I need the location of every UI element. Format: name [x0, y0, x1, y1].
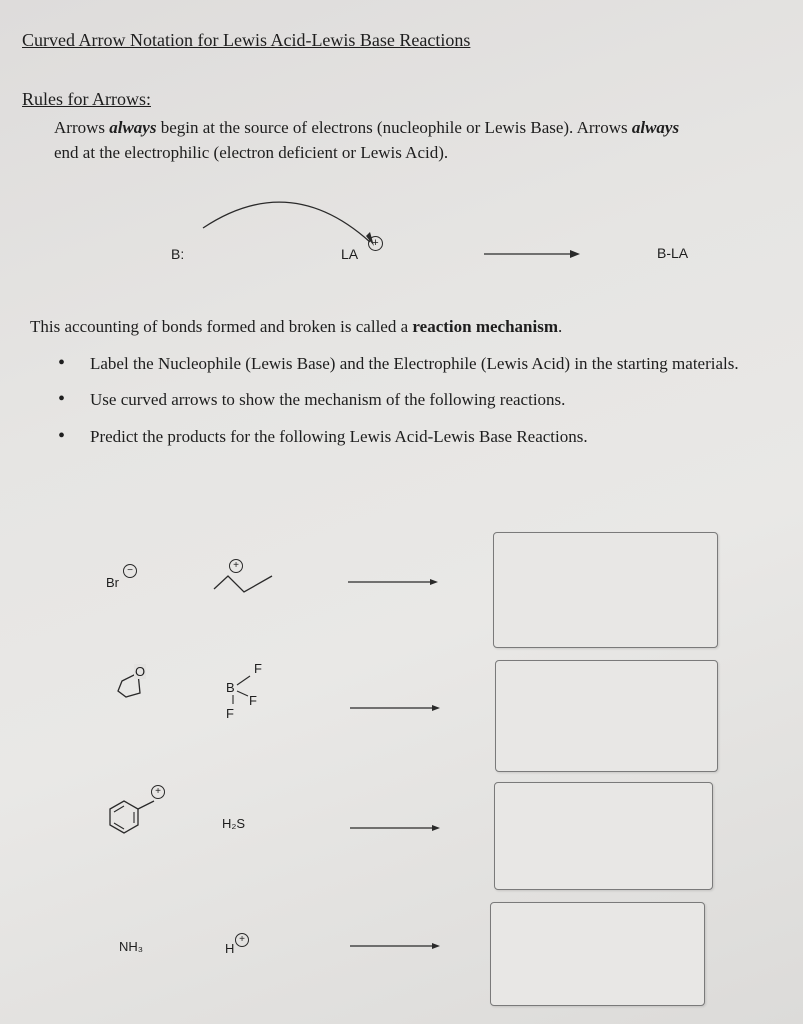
example-product: B-LA	[657, 245, 689, 261]
reaction-arrow	[350, 941, 450, 951]
answer-box[interactable]	[490, 902, 705, 1006]
mechanism-text: This accounting of bonds formed and broken is called a	[30, 317, 413, 336]
rules-emph-2: always	[631, 118, 680, 137]
rules-line2: end at the electrophilic (electron deficient or Lewis Acid).	[54, 143, 449, 162]
bullet-item: • Use curved arrows to show the mechanism of the following reactions.	[58, 387, 778, 412]
rules-emph-1: always	[109, 118, 157, 137]
minus-charge-icon: −	[123, 564, 137, 578]
rules-line1-mid: begin at the source of electrons (nucleophile or Lewis Base). Arrows	[156, 118, 632, 137]
plus-charge-icon: +	[151, 785, 165, 799]
allyl-cation-structure	[210, 570, 290, 610]
benzyl-cation-structure	[100, 795, 170, 855]
hydrogen-sulfide-label: H₂S	[222, 816, 246, 831]
plus-charge-icon: +	[229, 559, 243, 573]
reaction-arrow	[348, 577, 448, 587]
rules-heading: Rules for Arrows:	[22, 89, 151, 109]
plus-charge-icon: +	[368, 236, 383, 251]
boron-label: B	[226, 680, 235, 695]
mechanism-sentence	[30, 317, 562, 337]
fluorine-right-label: F	[249, 693, 257, 708]
plus-charge-icon: +	[235, 933, 249, 947]
answer-box[interactable]	[493, 532, 718, 648]
bullet-item: • Predict the products for the following Lewis Acid-Lewis Base Reactions.	[58, 424, 778, 449]
ammonia-label: NH₃	[119, 939, 144, 954]
bullet-item: • Label the Nucleophile (Lewis Base) and the Electrophile (Lewis Acid) in the starting materials.	[58, 351, 778, 376]
page-title: Curved Arrow Notation for Lewis Acid-Lewis Base Reactions	[22, 30, 471, 50]
reaction-arrow	[350, 823, 450, 833]
instruction-list	[58, 351, 778, 449]
example-base: B:	[171, 246, 185, 262]
oxygen-label: O	[135, 664, 146, 679]
answer-box[interactable]	[494, 782, 713, 890]
answer-box[interactable]	[495, 660, 718, 772]
mechanism-term: reaction mechanism	[412, 317, 558, 336]
example-acid: LA	[341, 246, 359, 262]
fluorine-bottom-label: F	[226, 706, 234, 721]
rules-line1-start: Arrows	[54, 118, 110, 137]
proton-label: H	[225, 941, 235, 956]
mechanism-end: .	[558, 317, 563, 336]
fluorine-top-label: F	[254, 661, 262, 676]
reaction-arrow	[350, 703, 450, 713]
bromide-label: Br	[106, 575, 119, 590]
